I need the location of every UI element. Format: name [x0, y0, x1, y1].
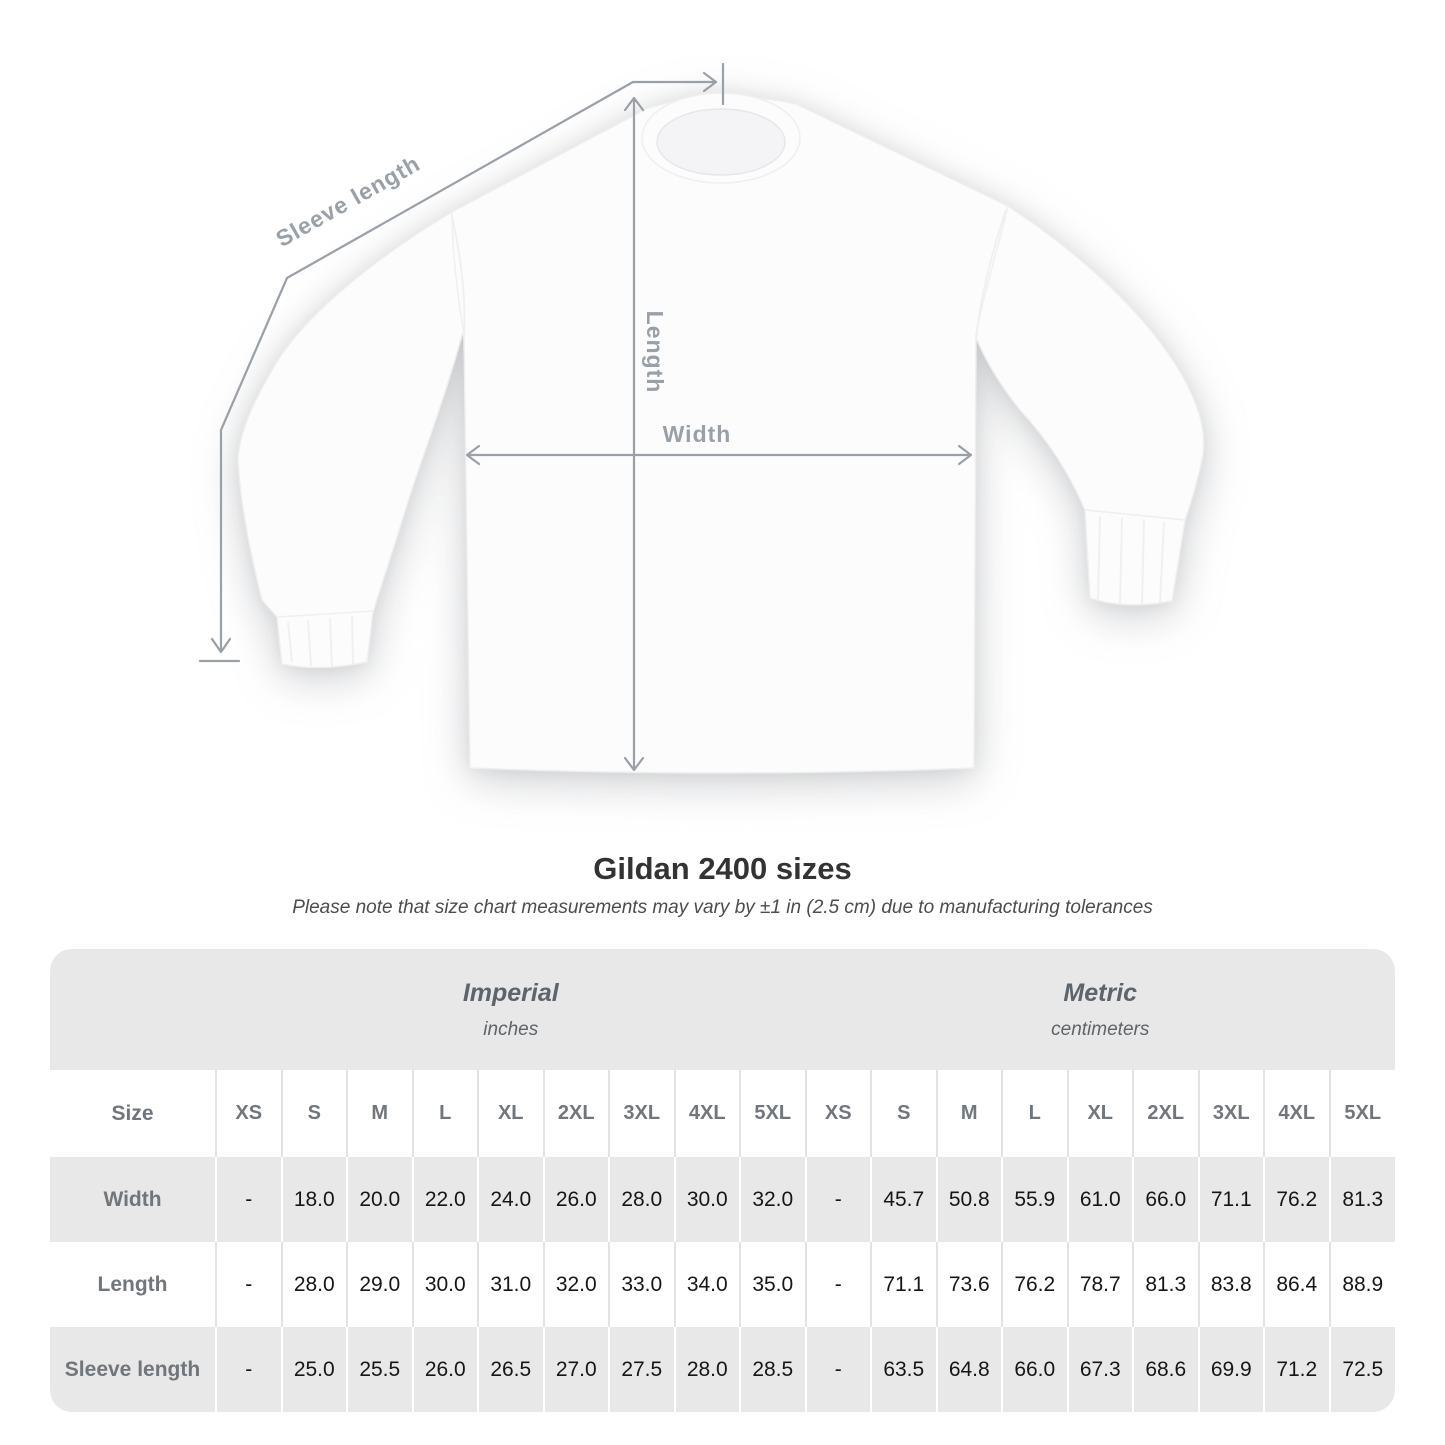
- size-col-metric-3xl: 3XL: [1199, 1070, 1265, 1157]
- length-label: Length: [642, 310, 668, 394]
- value-cell: 63.5: [871, 1327, 937, 1412]
- size-col-metric-2xl: 2XL: [1133, 1070, 1199, 1157]
- value-cell: 25.0: [282, 1327, 348, 1412]
- value-cell: 66.0: [1002, 1327, 1068, 1412]
- sleeve-length-label: Sleeve length: [271, 149, 425, 253]
- size-header-label: Size: [50, 1070, 216, 1157]
- value-cell: 81.3: [1330, 1157, 1396, 1242]
- neck-opening: [657, 109, 785, 175]
- value-cell: 26.0: [544, 1157, 610, 1242]
- value-cell: 28.0: [282, 1242, 348, 1327]
- value-cell: 88.9: [1330, 1242, 1396, 1327]
- value-cell: 31.0: [478, 1242, 544, 1327]
- size-table-grid: [50, 949, 1395, 1412]
- value-cell: 22.0: [413, 1157, 479, 1242]
- value-cell: 66.0: [1133, 1157, 1199, 1242]
- unit-group-unit: centimeters: [1051, 1018, 1150, 1040]
- unit-group-imperial: [216, 949, 806, 1070]
- value-cell: 76.2: [1264, 1157, 1330, 1242]
- value-cell: 33.0: [609, 1242, 675, 1327]
- value-cell: 71.1: [871, 1242, 937, 1327]
- value-cell: -: [806, 1157, 872, 1242]
- value-cell: 26.0: [413, 1327, 479, 1412]
- size-col-metric-5xl: 5XL: [1330, 1070, 1396, 1157]
- measurement-row: [50, 1157, 1395, 1242]
- value-cell: 76.2: [1002, 1242, 1068, 1327]
- size-col-metric-m: M: [937, 1070, 1003, 1157]
- size-col-imperial-xl: XL: [478, 1070, 544, 1157]
- unit-group-name: Imperial: [462, 978, 559, 1007]
- value-cell: 83.8: [1199, 1242, 1265, 1327]
- value-cell: 28.5: [740, 1327, 806, 1412]
- size-col-imperial-5xl: 5XL: [740, 1070, 806, 1157]
- size-col-imperial-m: M: [347, 1070, 413, 1157]
- value-cell: 71.2: [1264, 1327, 1330, 1412]
- value-cell: 27.5: [609, 1327, 675, 1412]
- width-label: Width: [662, 421, 732, 447]
- value-cell: 35.0: [740, 1242, 806, 1327]
- size-col-imperial-3xl: 3XL: [609, 1070, 675, 1157]
- size-col-imperial-4xl: 4XL: [675, 1070, 741, 1157]
- measurement-row: [50, 1327, 1395, 1412]
- value-cell: 45.7: [871, 1157, 937, 1242]
- size-table: [50, 949, 1395, 1412]
- size-col-imperial-2xl: 2XL: [544, 1070, 610, 1157]
- unit-group-name: Metric: [1063, 978, 1138, 1007]
- value-cell: 20.0: [347, 1157, 413, 1242]
- value-cell: 30.0: [675, 1157, 741, 1242]
- size-col-metric-l: L: [1002, 1070, 1068, 1157]
- value-cell: 81.3: [1133, 1242, 1199, 1327]
- value-cell: -: [216, 1157, 282, 1242]
- value-cell: 32.0: [740, 1157, 806, 1242]
- size-col-imperial-xs: XS: [216, 1070, 282, 1157]
- size-col-metric-xs: XS: [806, 1070, 872, 1157]
- value-cell: -: [216, 1327, 282, 1412]
- value-cell: -: [806, 1327, 872, 1412]
- value-cell: 69.9: [1199, 1327, 1265, 1412]
- measurement-row: [50, 1242, 1395, 1327]
- value-cell: 29.0: [347, 1242, 413, 1327]
- value-cell: 73.6: [937, 1242, 1003, 1327]
- table-corner: [50, 949, 216, 1070]
- value-cell: 27.0: [544, 1327, 610, 1412]
- value-cell: 61.0: [1068, 1157, 1134, 1242]
- row-label: Length: [50, 1242, 216, 1327]
- value-cell: 30.0: [413, 1242, 479, 1327]
- value-cell: 72.5: [1330, 1327, 1396, 1412]
- value-cell: 34.0: [675, 1242, 741, 1327]
- size-col-metric-xl: XL: [1068, 1070, 1134, 1157]
- size-col-imperial-s: S: [282, 1070, 348, 1157]
- unit-group-metric: [806, 949, 1396, 1070]
- page-title: Gildan 2400 sizes: [593, 851, 852, 886]
- value-cell: 25.5: [347, 1327, 413, 1412]
- unit-group-unit: inches: [483, 1018, 539, 1040]
- value-cell: 86.4: [1264, 1242, 1330, 1327]
- value-cell: 71.1: [1199, 1157, 1265, 1242]
- row-label: Sleeve length: [50, 1327, 216, 1412]
- value-cell: 67.3: [1068, 1327, 1134, 1412]
- size-col-metric-s: S: [871, 1070, 937, 1157]
- value-cell: -: [216, 1242, 282, 1327]
- value-cell: 32.0: [544, 1242, 610, 1327]
- value-cell: 28.0: [675, 1327, 741, 1412]
- value-cell: 50.8: [937, 1157, 1003, 1242]
- value-cell: 28.0: [609, 1157, 675, 1242]
- value-cell: 24.0: [478, 1157, 544, 1242]
- row-label: Width: [50, 1157, 216, 1242]
- value-cell: -: [806, 1242, 872, 1327]
- tolerance-note: Please note that size chart measurements may vary by ±1 in (2.5 cm) due to manufacturing tolerances: [292, 897, 1153, 918]
- size-col-metric-4xl: 4XL: [1264, 1070, 1330, 1157]
- size-col-imperial-l: L: [413, 1070, 479, 1157]
- value-cell: 55.9: [1002, 1157, 1068, 1242]
- value-cell: 64.8: [937, 1327, 1003, 1412]
- value-cell: 26.5: [478, 1327, 544, 1412]
- value-cell: 78.7: [1068, 1242, 1134, 1327]
- value-cell: 68.6: [1133, 1327, 1199, 1412]
- value-cell: 18.0: [282, 1157, 348, 1242]
